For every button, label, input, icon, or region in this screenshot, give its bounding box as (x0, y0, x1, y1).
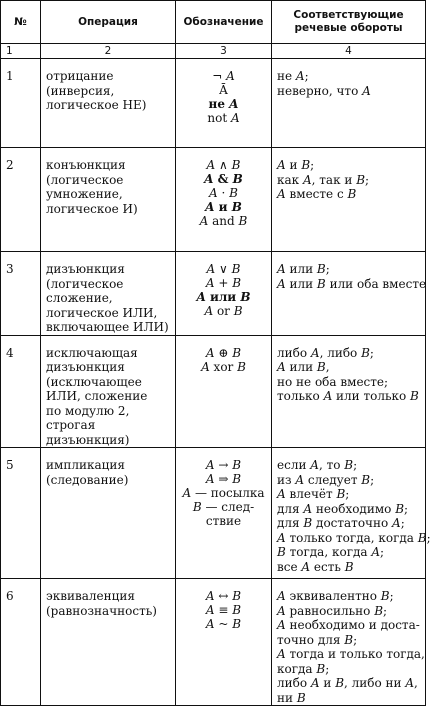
notation-cell (176, 59, 272, 148)
row-number: 2 (1, 148, 41, 252)
operation-name (41, 59, 176, 148)
column-numbers-row (1, 44, 426, 59)
notation-symbol: not A (207, 111, 240, 125)
notation-symbol: A ≡ B (205, 603, 242, 617)
phrase-line: A тогда и только тогда, (277, 647, 425, 661)
operation-name (41, 335, 176, 448)
operation-line: (равнозначность) (46, 603, 157, 618)
notation-symbol: A and B (199, 214, 248, 228)
operation-line: логическое И) (46, 201, 138, 216)
phrases-cell (272, 335, 426, 448)
operation-line: включающее ИЛИ) (46, 320, 169, 334)
table-row (1, 59, 426, 148)
phrase-line: только A или только B (277, 389, 419, 403)
operation-line: эквиваленция (46, 589, 135, 603)
phrase-line: A необходимо и доста- (277, 618, 420, 632)
phrase-line: B тогда, когда A; (277, 545, 385, 559)
phrase-line: A влечёт B; (277, 487, 350, 501)
operation-name (41, 448, 176, 579)
notation-symbol: B — след- (192, 500, 255, 514)
operation-line: логическое НЕ) (46, 98, 147, 112)
notation-symbol: A ↔ B (205, 589, 242, 603)
notation-cell (176, 448, 272, 579)
phrase-line: если A, то B; (277, 458, 358, 472)
notation-cell (176, 579, 272, 706)
table-row (1, 252, 426, 336)
operation-line: (исключающее (46, 374, 142, 389)
phrase-line: все A есть B (277, 559, 354, 574)
header-row (1, 1, 426, 44)
operation-line: (следование) (46, 472, 129, 487)
notation-symbol: A ∧ B (206, 158, 241, 172)
header-phrases-line1: Соответствующие (293, 9, 404, 21)
phrase-line: для A необходимо B; (277, 501, 409, 516)
notation-symbol: A ~ B (205, 617, 242, 631)
row-number: 6 (1, 579, 41, 706)
phrase-line: не A; (277, 69, 309, 83)
phrase-line: точно для B; (277, 632, 358, 647)
operation-line: по модулю 2, (46, 403, 130, 418)
operation-line: импликация (46, 458, 125, 472)
phrase-line: ни B (277, 690, 306, 705)
header-operation: Операция (41, 1, 176, 44)
phrase-line: A или B; (277, 262, 330, 276)
phrase-line: A вместе с B (277, 187, 357, 201)
table-row (1, 579, 426, 706)
notation-symbol: A ∨ B (206, 262, 241, 276)
row-number: 1 (1, 59, 41, 148)
phrase-line: неверно, что A (277, 83, 371, 98)
row-number: 3 (1, 252, 41, 336)
row-number: 5 (1, 448, 41, 579)
phrase-line: A или B, (277, 360, 330, 374)
phrase-line: для B достаточно A; (277, 516, 405, 530)
phrases-cell (272, 148, 426, 252)
phrases-cell (272, 448, 431, 579)
operation-line: умножение, (46, 187, 123, 201)
phrase-line: либо A и B, либо ни A, (277, 676, 418, 690)
operation-line: дизъюнкция (46, 262, 125, 276)
column-number: 2 (41, 44, 176, 59)
phrase-line: но не оба вместе; (277, 374, 389, 389)
notation-symbol: A & B (204, 172, 243, 186)
notation-cell (176, 335, 272, 448)
header-phrases (272, 1, 426, 44)
notation-symbol: A xor B (201, 359, 246, 374)
operation-line: ИЛИ, сложение (46, 389, 148, 403)
column-number: 1 (1, 44, 41, 59)
table-row (1, 448, 426, 579)
notation-cell (176, 252, 272, 336)
header-notation: Обозначение (176, 1, 272, 44)
notation-symbol: Ā (219, 83, 228, 97)
operation-line: исключающая (46, 345, 138, 360)
notation-symbol: ствие (205, 514, 242, 528)
notation-symbol: A or B (204, 304, 243, 318)
operation-line: отрицание (46, 69, 114, 83)
operation-line: сложение, (46, 291, 113, 305)
phrase-line: когда B; (277, 661, 330, 676)
notation-symbol: ¬ A (212, 69, 235, 83)
table-row (1, 148, 426, 252)
header-number: № (1, 1, 41, 44)
notation-symbol: A + B (205, 276, 242, 290)
operation-line: (инверсия, (46, 83, 115, 98)
row-number: 4 (1, 335, 41, 448)
operation-name (41, 579, 176, 706)
operation-line: (логическое (46, 276, 124, 291)
notation-symbol: A ⇒ B (205, 472, 242, 486)
operation-line: (логическое (46, 172, 124, 187)
notation-symbol: A и B (205, 200, 242, 214)
phrase-line: A равносильно B; (277, 603, 388, 618)
column-number: 3 (176, 44, 272, 59)
column-number: 4 (272, 44, 426, 59)
operation-name (41, 148, 176, 252)
notation-symbol: A — посылка (182, 486, 265, 500)
phrases-cell (272, 59, 426, 148)
operation-line: дизъюнкция) (46, 432, 130, 447)
notation-symbol: A или B (196, 290, 251, 304)
phrase-line: из A следует B; (277, 472, 375, 487)
phrase-line: A только тогда, когда B; (277, 530, 431, 545)
operation-name (41, 252, 176, 336)
notation-symbol: не A (208, 97, 239, 111)
phrases-cell (272, 579, 426, 706)
phrase-line: A или B или оба вместе (277, 276, 427, 291)
table-row (1, 335, 426, 448)
header-phrases-line2: речевые обороты (294, 22, 403, 34)
notation-symbol: A ⊕ B (205, 345, 242, 360)
notation-symbol: A → B (205, 458, 242, 472)
phrase-line: либо A, либо B; (277, 345, 374, 360)
operation-line: логическое ИЛИ, (46, 305, 158, 320)
phrases-cell (272, 252, 426, 336)
notation-cell (176, 148, 272, 252)
notation-symbol: A · B (209, 186, 238, 200)
phrase-line: A и B; (277, 158, 315, 172)
operation-line: дизъюнкция (46, 360, 125, 374)
operation-line: конъюнкция (46, 158, 126, 172)
phrase-line: A эквивалентно B; (277, 589, 394, 603)
operation-line: строгая (46, 418, 96, 432)
phrase-line: как A, так и B; (277, 172, 370, 187)
